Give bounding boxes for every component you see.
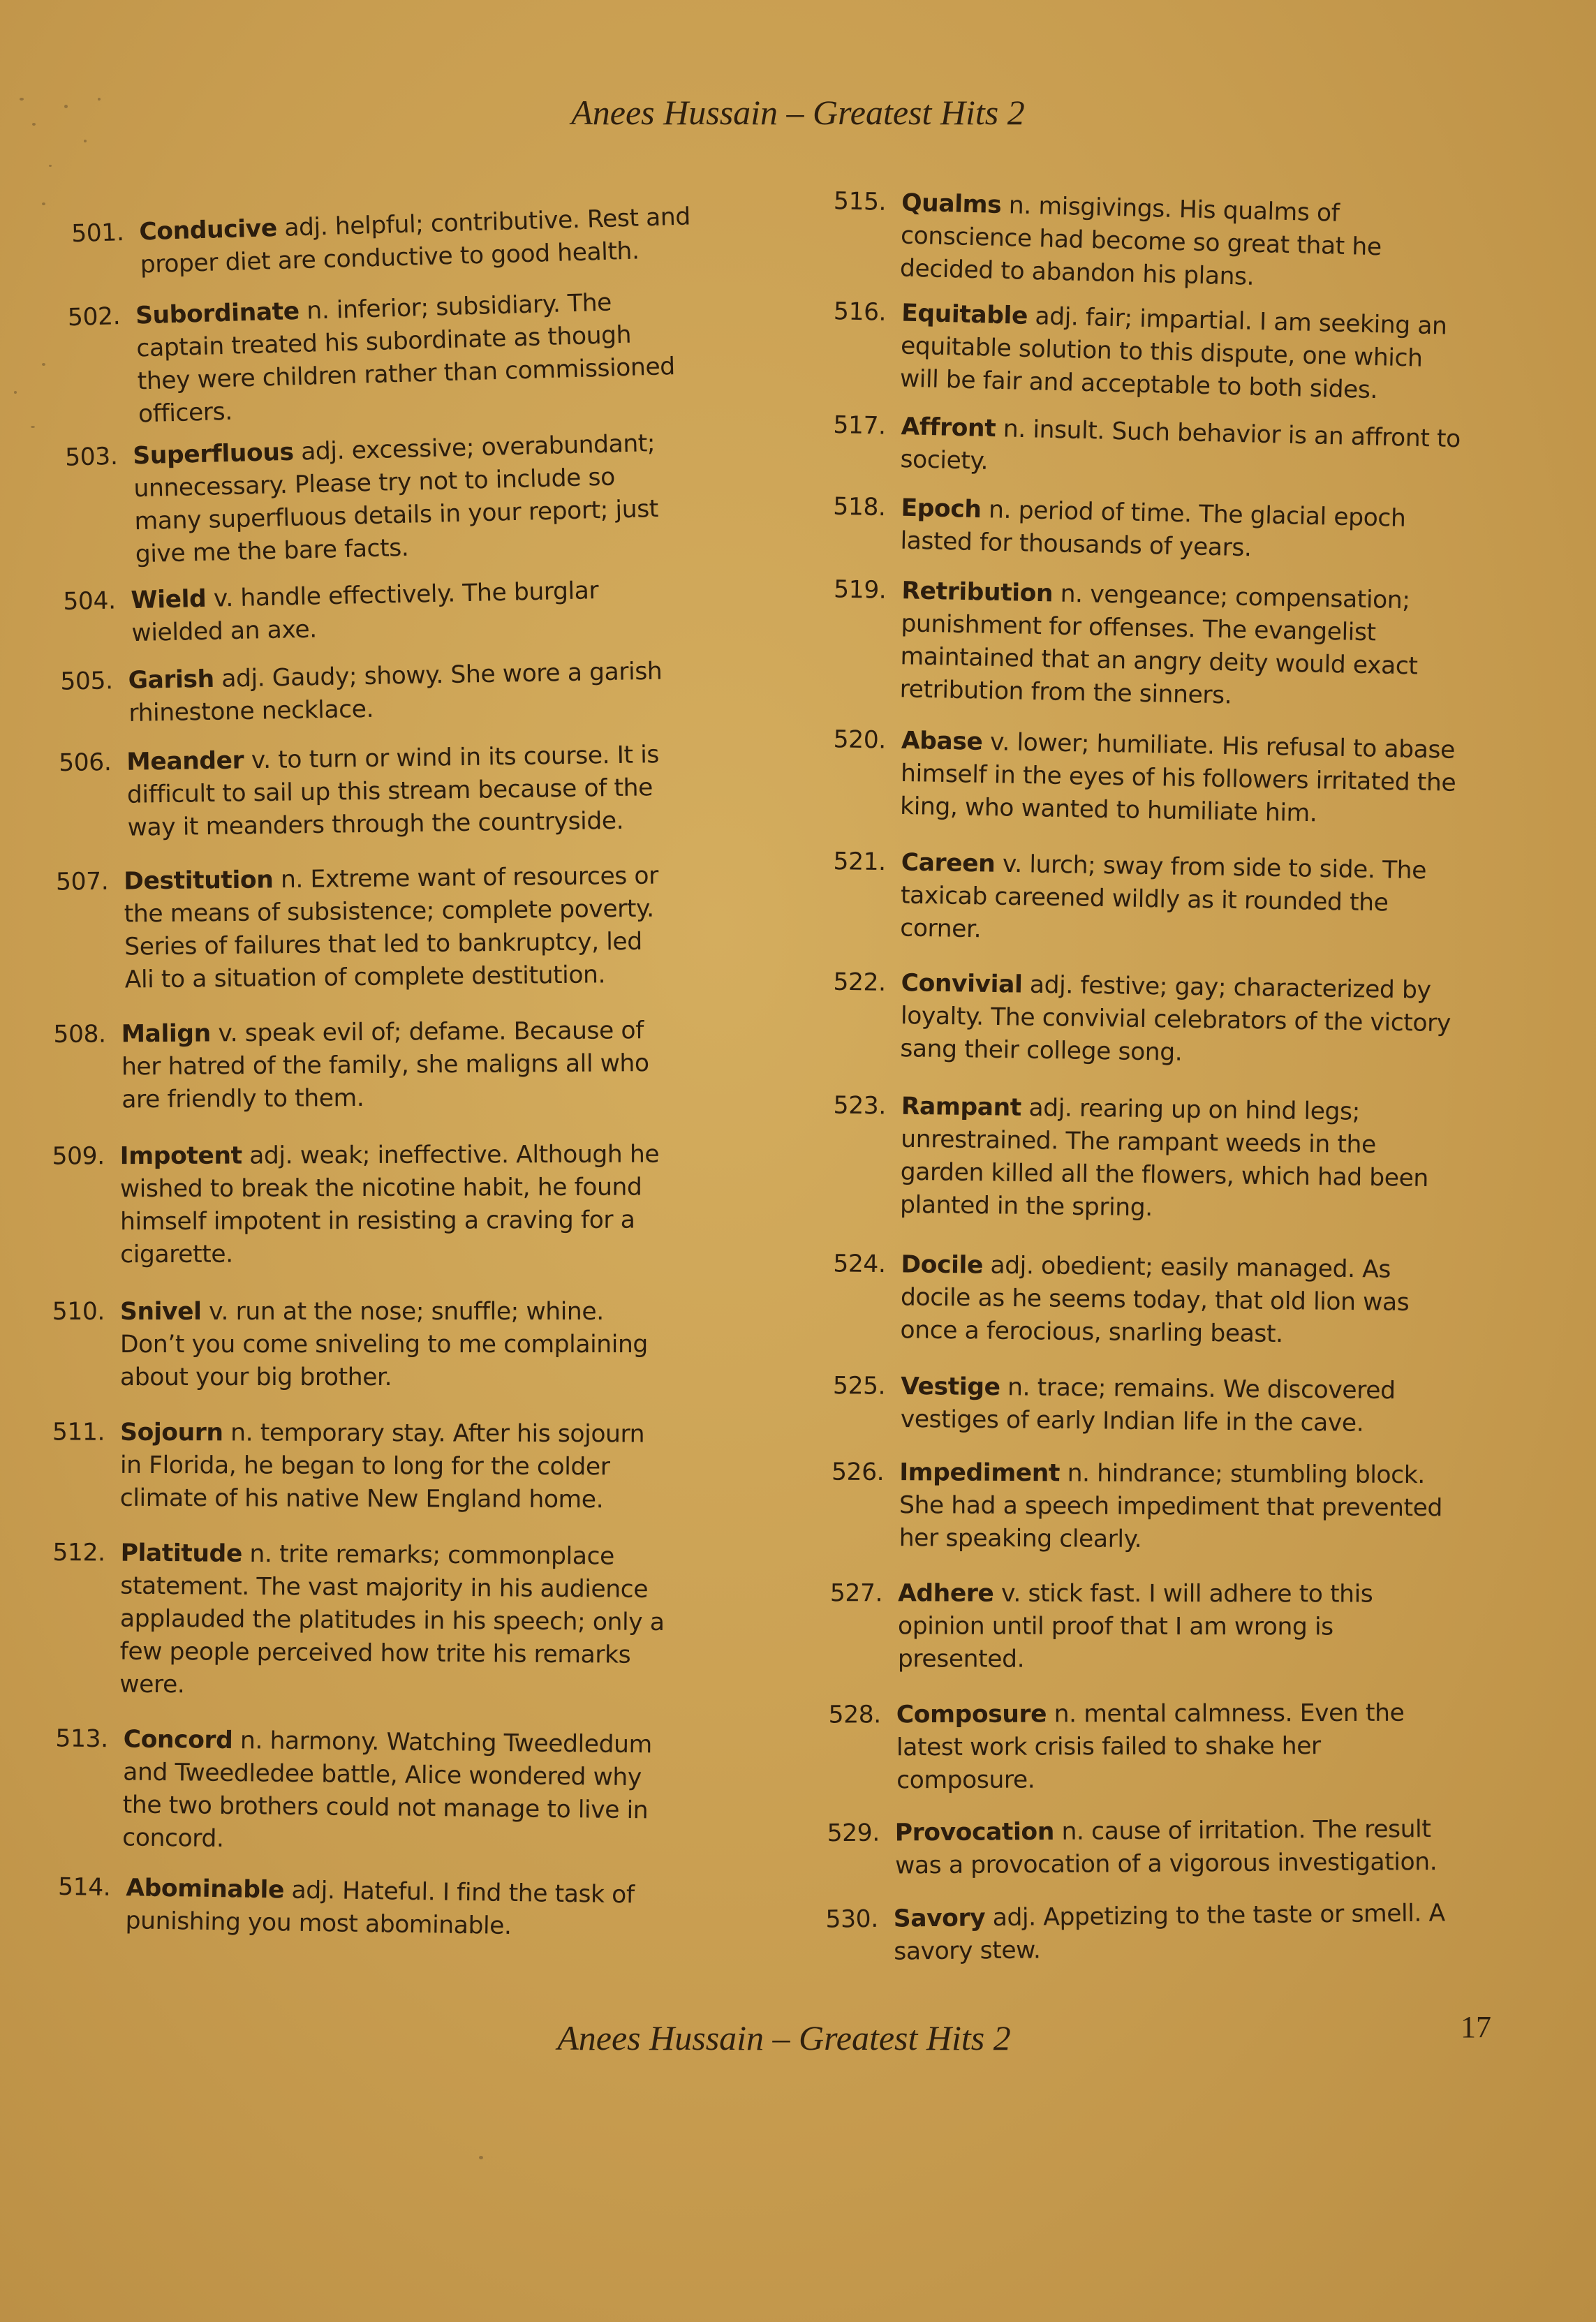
entry-508 [45, 1014, 674, 1117]
entry-number: 516. [833, 297, 887, 327]
paper-speck [84, 140, 87, 142]
entry-502 [59, 284, 690, 433]
entry-number: 519. [833, 575, 887, 605]
paper-speck [42, 363, 45, 366]
entry-509 [43, 1138, 672, 1271]
entry-520 [823, 723, 1467, 833]
page-number: 17 [1461, 2010, 1491, 2044]
entry-definition: v. run at the nose; snuffle; whine. Don’t you come sniveling to me complaining about your big brother. [120, 1298, 648, 1391]
entry-number: 520. [833, 725, 887, 755]
entry-number: 518. [832, 492, 887, 522]
entry-definition: v. stick fast. I will adhere to this opinion until proof that I am wrong is presented. [897, 1579, 1373, 1673]
paper-speck [98, 98, 101, 101]
entry-word: Garish [128, 665, 215, 695]
paper-speck [31, 426, 35, 428]
entry-524 [823, 1248, 1466, 1353]
entry-definition: adj. rearing up on hind legs; unrestrained. The rampant weeds in the garden killed all the flowers, which had been planted in the spring. [899, 1093, 1429, 1222]
entry-517 [823, 409, 1467, 489]
entry-word: Snivel [120, 1298, 202, 1326]
entry-number: 505. [60, 667, 113, 696]
entry-number: 506. [58, 748, 112, 778]
entry-number: 510. [52, 1298, 105, 1326]
entry-number: 503. [64, 442, 118, 472]
entry-definition: n. insult. Such behavior is an affront to society. [900, 415, 1461, 475]
paper-speck [49, 165, 52, 167]
entry-number: 523. [833, 1091, 887, 1121]
entry-word: Platitude [120, 1539, 243, 1568]
entry-definition: v. to turn or wind in its course. It is difficult to sail up this stream because of the way it meanders through the countryside. [126, 741, 660, 842]
entry-512 [43, 1537, 672, 1705]
entry-521 [823, 845, 1467, 954]
entry-number: 522. [833, 968, 886, 997]
entry-word: Destitution [124, 866, 274, 896]
entry-definition: adj. helpful; contributive. Rest and proper diet are conductive to good health. [140, 202, 691, 279]
entry-definition: n. Extreme want of resources or the means of subsistence; complete poverty. Series of failures that led to bankruptcy, led Ali to a situation of complete destitution. [124, 861, 659, 994]
entry-word: Rampant [901, 1092, 1022, 1122]
entry-516 [822, 295, 1467, 409]
entry-525 [824, 1370, 1467, 1441]
entry-527 [821, 1577, 1463, 1677]
entry-519 [822, 573, 1467, 717]
entry-word: Docile [901, 1250, 984, 1280]
entry-definition: n. vengeance; compensation; punishment for offenses. The evangelist maintained that an angry deity would exact retribution from the sinners. [899, 579, 1418, 710]
entry-definition: v. handle effectively. The burglar wielded an axe. [131, 577, 599, 648]
paper-speck [64, 105, 68, 108]
entry-word: Malign [121, 1019, 211, 1049]
entry-number: 530. [825, 1905, 878, 1934]
paper-speck [32, 123, 36, 126]
entry-definition: adj. festive; gay; characterized by loyalty. The convivial celebrators of the victory sang their college song. [900, 970, 1451, 1067]
entry-522 [823, 966, 1467, 1074]
entry-number: 504. [62, 586, 116, 616]
entry-word: Careen [901, 848, 996, 878]
entry-word: Subordinate [135, 297, 300, 330]
entry-number: 526. [831, 1458, 885, 1487]
entry-definition: v. lower; humiliate. His refusal to abase himself in the eyes of his followers irritated the king, who wanted to humiliate him. [899, 727, 1456, 828]
entry-528 [820, 1696, 1462, 1797]
entry-530 [817, 1897, 1460, 1969]
entry-number: 512. [52, 1538, 105, 1567]
entry-501 [62, 200, 692, 283]
entry-definition: adj. Hateful. I find the task of punishing you most abominable. [125, 1876, 635, 1940]
entry-523 [823, 1089, 1467, 1228]
entry-definition: adj. excessive; overabundant; unnecessary. Please try not to include so many superfluous details in your report; just give me the bare facts. [133, 429, 659, 569]
entry-number: 517. [832, 411, 887, 441]
entry-515 [822, 185, 1467, 299]
entry-definition: adj. Appetizing to the taste or smell. A savory stew. [894, 1899, 1445, 1966]
entry-definition: adj. fair; impartial. I am seeking an equitable solution to this dispute, one which will be fair and acceptable to both sides. [899, 302, 1448, 405]
entry-definition: v. lurch; sway from side to side. The taxicab careened wildly as it rounded the corner. [899, 850, 1427, 944]
entry-number: 528. [828, 1701, 881, 1729]
entry-number: 524. [833, 1250, 886, 1279]
entry-number: 525. [832, 1372, 886, 1400]
entry-510 [43, 1296, 672, 1394]
entry-word: Vestige [901, 1372, 1000, 1402]
entry-number: 521. [833, 847, 887, 877]
entry-word: Wield [131, 584, 207, 615]
paper-speck [14, 391, 17, 394]
entry-word: Qualms [901, 188, 1002, 219]
paper-speck [42, 202, 45, 205]
entry-word: Conducive [138, 214, 278, 246]
entry-number: 507. [55, 867, 109, 896]
entry-definition: adj. obedient; easily managed. As docile as he seems today, that old lion was once a ferocious, snarling beast. [900, 1251, 1410, 1349]
entry-word: Equitable [901, 299, 1028, 330]
paper-speck [20, 98, 24, 101]
entry-number: 509. [52, 1142, 105, 1171]
entry-word: Sojourn [120, 1418, 223, 1447]
entry-word: Impediment [899, 1458, 1061, 1488]
entry-definition: n. period of time. The glacial epoch lasted for thousands of years. [900, 496, 1406, 563]
entry-word: Abase [901, 726, 983, 756]
entry-word: Superfluous [132, 438, 295, 471]
entry-word: Abominable [126, 1874, 285, 1905]
entry-word: Convivial [901, 969, 1023, 999]
entry-word: Retribution [901, 577, 1054, 608]
entry-number: 527. [829, 1579, 883, 1608]
entry-word: Adhere [898, 1579, 994, 1608]
entry-word: Provocation [894, 1817, 1055, 1847]
entry-word: Savory [893, 1904, 986, 1933]
entry-definition: n. inferior; subsidiary. The captain treated his subordinate as though they were children rather than commissioned officers. [135, 288, 676, 429]
entry-word: Meander [126, 746, 244, 776]
entry-506 [50, 739, 679, 846]
entry-definition: v. speak evil of; defame. Because of her hatred of the family, she maligns all who are friendly to them. [121, 1016, 649, 1114]
entry-number: 502. [67, 302, 121, 332]
entry-definition: n. harmony. Watching Tweedledum and Tweedledee battle, Alice wondered why the two brothers could not manage to live in concord. [122, 1726, 652, 1853]
entry-word: Affront [901, 413, 996, 443]
entry-definition: n. temporary stay. After his sojourn in Florida, he began to long for the colder climate of his native New England home. [119, 1419, 645, 1514]
entry-definition: n. hindrance; stumbling block. She had a speech impediment that prevented her speaking clearly. [899, 1459, 1443, 1553]
entry-number: 513. [55, 1724, 108, 1754]
entry-number: 511. [52, 1418, 105, 1447]
entry-definition: n. cause of irritation. The result was a provocation of a vigorous investigation. [895, 1815, 1438, 1880]
entry-526 [822, 1456, 1465, 1558]
entry-number: 515. [833, 187, 887, 216]
entry-number: 501. [71, 219, 125, 249]
entry-word: Concord [123, 1725, 233, 1755]
entry-definition: n. mental calmness. Even the latest work crisis failed to shake her composure. [896, 1699, 1405, 1795]
entry-word: Impotent [119, 1141, 242, 1171]
entry-number: 529. [827, 1819, 880, 1848]
entry-definition: adj. weak; ineffective. Although he wished to break the nicotine habit, he found himself impotent in resisting a craving for a cigarette. [119, 1140, 660, 1269]
entry-518 [823, 490, 1467, 569]
entry-505 [51, 655, 681, 732]
entry-511 [43, 1416, 672, 1516]
entry-507 [47, 859, 677, 997]
page-header: Anees Hussain – Greatest Hits 2 [571, 93, 1025, 132]
entry-529 [818, 1813, 1461, 1883]
entry-word: Epoch [901, 494, 982, 524]
entry-number: 514. [57, 1872, 111, 1902]
entry-definition: n. trite remarks; commonplace statement. The vast majority in his audience applauded the platitudes in his speech; only a few people perceived how trite his remarks were. [119, 1539, 665, 1699]
entry-definition: adj. Gaudy; showy. She wore a garish rhinestone necklace. [128, 657, 663, 727]
entry-503 [56, 427, 687, 573]
entry-word: Composure [896, 1700, 1047, 1729]
entry-number: 508. [53, 1020, 106, 1049]
page-footer: Anees Hussain – Greatest Hits 2 [557, 2018, 1011, 2057]
entry-definition: n. trace; remains. We discovered vestiges of early Indian life in the cave. [900, 1373, 1396, 1437]
entry-definition: n. misgivings. His qualms of conscience had become so great that he decided to abandon his plans. [899, 191, 1382, 291]
entry-504 [54, 573, 684, 652]
entry-513 [45, 1722, 675, 1860]
entry-514 [48, 1871, 677, 1946]
paper-speck [479, 2156, 483, 2159]
